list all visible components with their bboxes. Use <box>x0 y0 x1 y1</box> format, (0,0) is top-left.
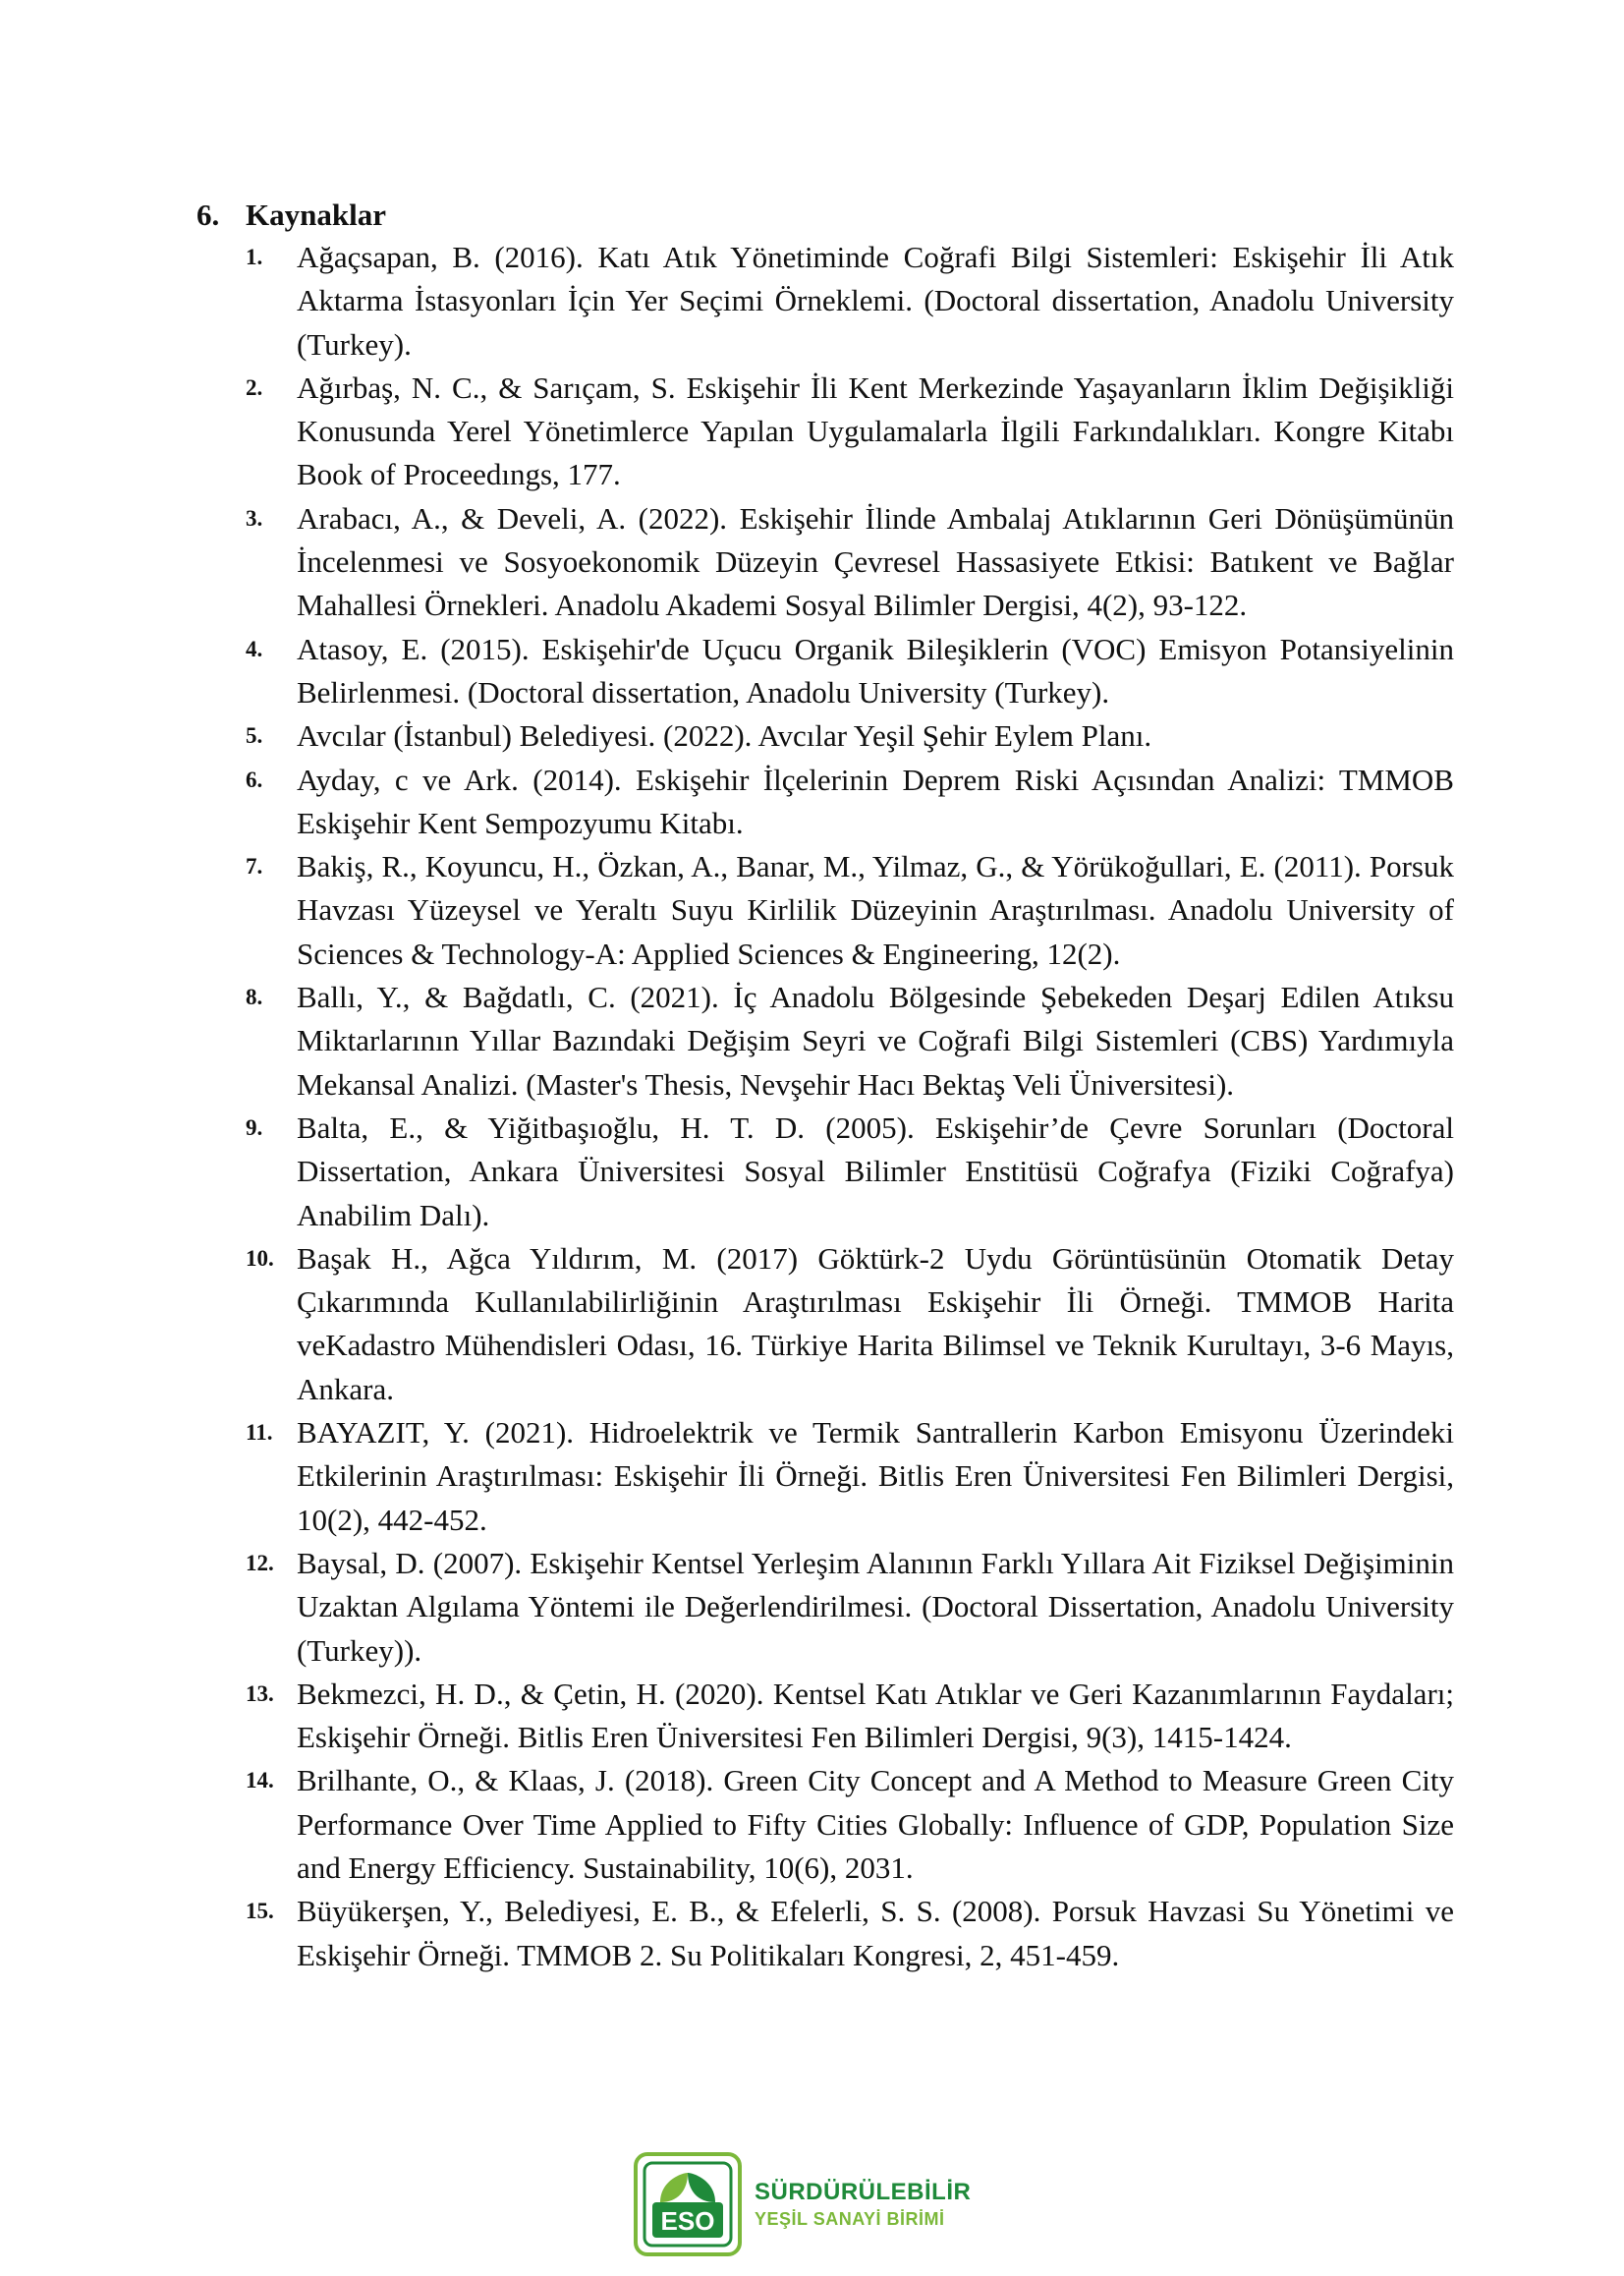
logo-line-2: YEŞİL SANAYİ BİRİMİ <box>755 2209 945 2229</box>
reference-item <box>246 1673 1454 1760</box>
logo-text <box>755 2178 971 2231</box>
reference-number: 11. <box>246 1420 273 1446</box>
reference-text: Büyükerşen, Y., Belediyesi, E. B., & Efelerli, S. S. (2008). Porsuk Havzasi Su Yönetimi ve Eskişehir Örneği. TMMOB 2. Su Politikaları Kongresi, 2, 451-459. <box>297 1894 1454 1972</box>
reference-number: 14. <box>246 1768 274 1793</box>
reference-item <box>246 759 1454 846</box>
reference-text: Atasoy, E. (2015). Eskişehir'de Uçucu Organik Bileşiklerin (VOC) Emisyon Potansiyelinin Belirlenmesi. (Doctoral dissertation, Anadolu University (Turkey). <box>297 631 1454 710</box>
reference-number: 12. <box>246 1550 274 1575</box>
reference-item <box>246 628 1454 715</box>
reference-text: Ağırbaş, N. C., & Sarıçam, S. Eskişehir İli Kent Merkezinde Yaşayanların İklim Değişikliği Konusunda Yerel Yönetimlerce Yapılan Uygulamalarla İlgili Farkındalıkları. Kongre Kitabı Book of Proceedıngs, 177. <box>297 370 1454 492</box>
reference-text: Ağaçsapan, B. (2016). Katı Atık Yönetiminde Coğrafi Bilgi Sistemleri: Eskişehir İli Atık Aktarma İstasyonları İçin Yer Seçimi Örneklemi. (Doctoral dissertation, Anadolu University (Turkey). <box>297 240 1454 362</box>
reference-number: 5. <box>246 723 263 749</box>
reference-item <box>246 236 1454 367</box>
reference-text: Bekmezci, H. D., & Çetin, H. (2020). Kentsel Katı Atıklar ve Geri Kazanımlarının Faydaları; Eskişehir Örneği. Bitlis Eren Üniversitesi Fen Bilimleri Dergisi, 9(3), 1415-1424. <box>297 1676 1454 1755</box>
reference-item <box>246 976 1454 1107</box>
reference-number: 4. <box>246 636 263 661</box>
reference-text: Brilhante, O., & Klaas, J. (2018). Green City Concept and A Method to Measure Green City Performance Over Time Applied to Fifty Cities Globally: Influence of GDP, Population Size and Energy Efficiency. Sustainability, 10(6), 2031. <box>297 1763 1454 1885</box>
reference-item <box>246 1411 1454 1542</box>
reference-text: Ayday, c ve Ark. (2014). Eskişehir İlçelerinin Deprem Riski Açısından Analizi: TMMOB Eskişehir Kent Sempozyumu Kitabı. <box>297 762 1454 840</box>
reference-text: Balta, E., & Yiğitbaşıoğlu, H. T. D. (2005). Eskişehir’de Çevre Sorunları (Doctoral Dissertation, Ankara Üniversitesi Sosyal Bilimler Enstitüsü Coğrafya (Fiziki Coğrafya) Anabilim Dalı). <box>297 1110 1454 1232</box>
reference-item <box>246 1237 1454 1411</box>
reference-text: Avcılar (İstanbul) Belediyesi. (2022). Avcılar Yeşil Şehir Eylem Planı. <box>297 718 1152 754</box>
reference-item <box>246 497 1454 628</box>
footer-logo <box>633 2149 988 2259</box>
reference-number: 9. <box>246 1114 263 1140</box>
reference-number: 1. <box>246 245 263 269</box>
reference-number: 6. <box>246 767 263 792</box>
reference-text: Bakiş, R., Koyuncu, H., Özkan, A., Banar, M., Yilmaz, G., & Yörükoğullari, E. (2011). Porsuk Havzası Yüzeysel ve Yeraltı Suyu Kirlilik Düzeyinin Araştırılması. Anadolu University of Sciences & Technology-A: Applied Sciences & Engineering, 12(2). <box>297 849 1454 971</box>
reference-number: 7. <box>246 854 263 880</box>
reference-text: BAYAZIT, Y. (2021). Hidroelektrik ve Termik Santrallerin Karbon Emisyonu Üzerindeki Etkilerinin Araştırılması: Eskişehir İli Örneği. Bitlis Eren Üniversitesi Fen Bilimleri Dergisi, 10(2), 442-452. <box>297 1415 1454 1537</box>
reference-number: 8. <box>246 985 263 1010</box>
reference-item <box>246 1542 1454 1673</box>
reference-item <box>246 714 1454 758</box>
eso-leaf-badge-icon <box>633 2151 743 2257</box>
reference-text: Ballı, Y., & Bağdatlı, C. (2021). İç Anadolu Bölgesinde Şebekeden Deşarj Edilen Atıksu Miktarlarının Yıllar Bazındaki Değişim Seyri ve Coğrafi Bilgi Sistemleri (CBS) Yardımıyla Mekansal Analizi. (Master's Thesis, Nevşehir Hacı Bektaş Veli Üniversitesi). <box>297 980 1454 1102</box>
reference-text: Arabacı, A., & Develi, A. (2022). Eskişehir İlinde Ambalaj Atıklarının Geri Dönüşümünün İncelenmesi ve Sosyoekonomik Düzeyin Çevresel Hassasiyete Etkisi: Batıkent ve Bağlar Mahallesi Örnekleri. Anadolu Akademi Sosyal Bilimler Dergisi, 4(2), 93-122. <box>297 500 1454 623</box>
reference-text: Başak H., Ağca Yıldırım, M. (2017) Göktürk-2 Uydu Görüntüsünün Otomatik Detay Çıkarımında Kullanılabilirliğinin Araştırılması Eskişehir İli Örneği. TMMOB Harita veKadastro Mühendisleri Odası, 16. Türkiye Harita Bilimsel ve Teknik Kurultayı, 3-6 Mayıs, Ankara. <box>297 1240 1454 1406</box>
reference-number: 15. <box>246 1899 274 1924</box>
reference-item <box>246 367 1454 497</box>
logo-badge-text: ESO <box>660 2206 715 2236</box>
section-heading <box>196 195 386 236</box>
reference-number: 2. <box>246 374 263 400</box>
reference-item <box>246 845 1454 976</box>
logo-line-1: SÜRDÜRÜLEBİLİR <box>755 2179 972 2205</box>
section-number: 6. <box>196 198 220 232</box>
reference-item <box>246 1759 1454 1890</box>
reference-item <box>246 1890 1454 1977</box>
section-title: Kaynaklar <box>246 198 386 232</box>
reference-list <box>246 236 1454 1977</box>
reference-number: 3. <box>246 505 263 531</box>
reference-number: 13. <box>246 1680 274 1706</box>
reference-item <box>246 1107 1454 1237</box>
reference-number: 10. <box>246 1245 274 1271</box>
reference-text: Baysal, D. (2007). Eskişehir Kentsel Yerleşim Alanının Farklı Yıllara Ait Fiziksel Değişiminin Uzaktan Algılama Yöntemi ile Değerlendirilmesi. (Doctoral Dissertation, Anadolu University (Turkey)). <box>297 1545 1454 1668</box>
